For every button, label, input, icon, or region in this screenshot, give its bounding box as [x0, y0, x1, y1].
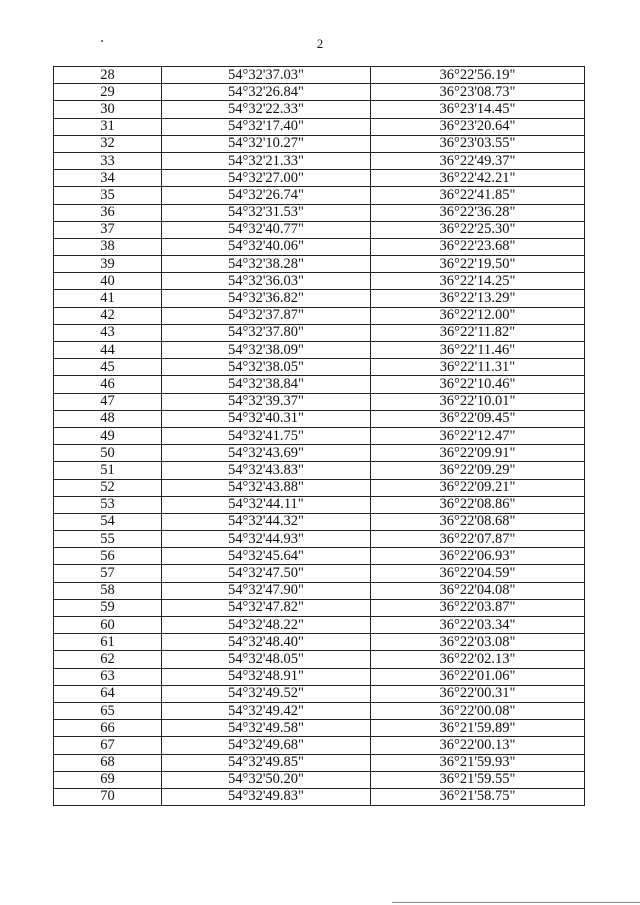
longitude-cell: 36°22'02.13": [371, 651, 585, 668]
latitude-cell: 54°32'49.52": [162, 685, 371, 702]
longitude-cell: 36°22'11.46": [371, 342, 585, 359]
table-row: [54, 788, 585, 805]
table-row: [54, 376, 585, 393]
point-number-cell: 54: [54, 513, 162, 530]
longitude-cell: 36°21'59.89": [371, 720, 585, 737]
table-row: [54, 565, 585, 582]
longitude-cell: 36°22'23.68": [371, 238, 585, 255]
longitude-cell: 36°22'03.34": [371, 617, 585, 634]
table-row: [54, 324, 585, 341]
longitude-cell: 36°22'10.01": [371, 393, 585, 410]
table-row: [54, 445, 585, 462]
point-number-cell: 48: [54, 410, 162, 427]
longitude-cell: 36°22'00.13": [371, 737, 585, 754]
table-row: [54, 599, 585, 616]
latitude-cell: 54°32'41.75": [162, 427, 371, 444]
table-row: [54, 101, 585, 118]
table-row: [54, 462, 585, 479]
point-number-cell: 65: [54, 702, 162, 719]
longitude-cell: 36°22'36.28": [371, 204, 585, 221]
longitude-cell: 36°22'25.30": [371, 221, 585, 238]
longitude-cell: 36°22'11.82": [371, 324, 585, 341]
point-number-cell: 43: [54, 324, 162, 341]
longitude-cell: 36°22'04.59": [371, 565, 585, 582]
latitude-cell: 54°32'21.33": [162, 152, 371, 169]
longitude-cell: 36°22'09.91": [371, 445, 585, 462]
latitude-cell: 54°32'31.53": [162, 204, 371, 221]
coordinates-table-body: [54, 67, 585, 806]
latitude-cell: 54°32'26.74": [162, 187, 371, 204]
latitude-cell: 54°32'17.40": [162, 118, 371, 135]
longitude-cell: 36°22'09.29": [371, 462, 585, 479]
point-number-cell: 66: [54, 720, 162, 737]
latitude-cell: 54°32'36.03": [162, 273, 371, 290]
point-number-cell: 59: [54, 599, 162, 616]
longitude-cell: 36°22'03.08": [371, 634, 585, 651]
point-number-cell: 57: [54, 565, 162, 582]
point-number-cell: 60: [54, 617, 162, 634]
table-row: [54, 187, 585, 204]
table-row: [54, 531, 585, 548]
table-row: [54, 67, 585, 84]
longitude-cell: 36°22'04.08": [371, 582, 585, 599]
table-row: [54, 548, 585, 565]
longitude-cell: 36°22'07.87": [371, 531, 585, 548]
latitude-cell: 54°32'43.88": [162, 479, 371, 496]
point-number-cell: 69: [54, 771, 162, 788]
latitude-cell: 54°32'36.82": [162, 290, 371, 307]
latitude-cell: 54°32'10.27": [162, 135, 371, 152]
longitude-cell: 36°22'10.46": [371, 376, 585, 393]
table-row: [54, 152, 585, 169]
point-number-cell: 41: [54, 290, 162, 307]
table-row: [54, 393, 585, 410]
table-row: [54, 617, 585, 634]
point-number-cell: 53: [54, 496, 162, 513]
latitude-cell: 54°32'37.87": [162, 307, 371, 324]
longitude-cell: 36°23'14.45": [371, 101, 585, 118]
table-row: [54, 737, 585, 754]
latitude-cell: 54°32'48.05": [162, 651, 371, 668]
latitude-cell: 54°32'43.69": [162, 445, 371, 462]
table-row: [54, 754, 585, 771]
table-row: [54, 685, 585, 702]
latitude-cell: 54°32'26.84": [162, 84, 371, 101]
latitude-cell: 54°32'44.93": [162, 531, 371, 548]
longitude-cell: 36°22'11.31": [371, 359, 585, 376]
point-number-cell: 29: [54, 84, 162, 101]
latitude-cell: 54°32'40.06": [162, 238, 371, 255]
longitude-cell: 36°22'06.93": [371, 548, 585, 565]
latitude-cell: 54°32'37.80": [162, 324, 371, 341]
point-number-cell: 47: [54, 393, 162, 410]
latitude-cell: 54°32'39.37": [162, 393, 371, 410]
point-number-cell: 51: [54, 462, 162, 479]
point-number-cell: 28: [54, 67, 162, 84]
table-row: [54, 238, 585, 255]
longitude-cell: 36°23'08.73": [371, 84, 585, 101]
point-number-cell: 40: [54, 273, 162, 290]
point-number-cell: 70: [54, 788, 162, 805]
latitude-cell: 54°32'47.82": [162, 599, 371, 616]
table-row: [54, 720, 585, 737]
table-row: [54, 307, 585, 324]
latitude-cell: 54°32'47.50": [162, 565, 371, 582]
longitude-cell: 36°22'14.25": [371, 273, 585, 290]
point-number-cell: 50: [54, 445, 162, 462]
longitude-cell: 36°22'09.45": [371, 410, 585, 427]
latitude-cell: 54°32'50.20": [162, 771, 371, 788]
table-row: [54, 359, 585, 376]
table-row: [54, 634, 585, 651]
page-number: 2: [316, 36, 324, 51]
point-number-cell: 58: [54, 582, 162, 599]
longitude-cell: 36°22'19.50": [371, 256, 585, 273]
latitude-cell: 54°32'48.22": [162, 617, 371, 634]
longitude-cell: 36°22'13.29": [371, 290, 585, 307]
table-row: [54, 342, 585, 359]
latitude-cell: 54°32'43.83": [162, 462, 371, 479]
longitude-cell: 36°22'08.68": [371, 513, 585, 530]
longitude-cell: 36°21'58.75": [371, 788, 585, 805]
table-row: [54, 273, 585, 290]
latitude-cell: 54°32'38.09": [162, 342, 371, 359]
point-number-cell: 55: [54, 531, 162, 548]
latitude-cell: 54°32'37.03": [162, 67, 371, 84]
point-number-cell: 30: [54, 101, 162, 118]
latitude-cell: 54°32'49.42": [162, 702, 371, 719]
longitude-cell: 36°22'00.08": [371, 702, 585, 719]
latitude-cell: 54°32'22.33": [162, 101, 371, 118]
latitude-cell: 54°32'47.90": [162, 582, 371, 599]
point-number-cell: 44: [54, 342, 162, 359]
point-number-cell: 36: [54, 204, 162, 221]
longitude-cell: 36°22'09.21": [371, 479, 585, 496]
table-row: [54, 290, 585, 307]
table-row: [54, 221, 585, 238]
latitude-cell: 54°32'38.28": [162, 256, 371, 273]
table-row: [54, 496, 585, 513]
point-number-cell: 63: [54, 668, 162, 685]
longitude-cell: 36°21'59.55": [371, 771, 585, 788]
point-number-cell: 33: [54, 152, 162, 169]
table-row: [54, 84, 585, 101]
bottom-scan-line: [392, 902, 640, 903]
table-row: [54, 170, 585, 187]
latitude-cell: 54°32'48.40": [162, 634, 371, 651]
longitude-cell: 36°22'42.21": [371, 170, 585, 187]
point-number-cell: 31: [54, 118, 162, 135]
longitude-cell: 36°22'12.00": [371, 307, 585, 324]
longitude-cell: 36°22'12.47": [371, 427, 585, 444]
point-number-cell: 32: [54, 135, 162, 152]
point-number-cell: 34: [54, 170, 162, 187]
latitude-cell: 54°32'44.11": [162, 496, 371, 513]
table-row: [54, 135, 585, 152]
point-number-cell: 38: [54, 238, 162, 255]
latitude-cell: 54°32'49.83": [162, 788, 371, 805]
longitude-cell: 36°23'03.55": [371, 135, 585, 152]
table-row: [54, 702, 585, 719]
point-number-cell: 35: [54, 187, 162, 204]
point-number-cell: 56: [54, 548, 162, 565]
latitude-cell: 54°32'44.32": [162, 513, 371, 530]
longitude-cell: 36°22'56.19": [371, 67, 585, 84]
table-row: [54, 479, 585, 496]
longitude-cell: 36°22'49.37": [371, 152, 585, 169]
longitude-cell: 36°21'59.93": [371, 754, 585, 771]
point-number-cell: 49: [54, 427, 162, 444]
table-row: [54, 513, 585, 530]
longitude-cell: 36°22'01.06": [371, 668, 585, 685]
table-row: [54, 582, 585, 599]
table-row: [54, 118, 585, 135]
point-number-cell: 52: [54, 479, 162, 496]
table-row: [54, 427, 585, 444]
latitude-cell: 54°32'49.68": [162, 737, 371, 754]
coordinates-table: [53, 66, 585, 806]
latitude-cell: 54°32'40.77": [162, 221, 371, 238]
latitude-cell: 54°32'49.85": [162, 754, 371, 771]
longitude-cell: 36°22'03.87": [371, 599, 585, 616]
point-number-cell: 46: [54, 376, 162, 393]
point-number-cell: 67: [54, 737, 162, 754]
point-number-cell: 68: [54, 754, 162, 771]
point-number-cell: 62: [54, 651, 162, 668]
latitude-cell: 54°32'49.58": [162, 720, 371, 737]
latitude-cell: 54°32'45.64": [162, 548, 371, 565]
longitude-cell: 36°22'00.31": [371, 685, 585, 702]
point-number-cell: 39: [54, 256, 162, 273]
point-number-cell: 61: [54, 634, 162, 651]
table-row: [54, 771, 585, 788]
point-number-cell: 45: [54, 359, 162, 376]
longitude-cell: 36°22'41.85": [371, 187, 585, 204]
table-row: [54, 410, 585, 427]
longitude-cell: 36°23'20.64": [371, 118, 585, 135]
latitude-cell: 54°32'38.05": [162, 359, 371, 376]
table-row: [54, 256, 585, 273]
latitude-cell: 54°32'48.91": [162, 668, 371, 685]
latitude-cell: 54°32'27.00": [162, 170, 371, 187]
table-row: [54, 651, 585, 668]
longitude-cell: 36°22'08.86": [371, 496, 585, 513]
latitude-cell: 54°32'40.31": [162, 410, 371, 427]
latitude-cell: 54°32'38.84": [162, 376, 371, 393]
point-number-cell: 64: [54, 685, 162, 702]
table-row: [54, 204, 585, 221]
scan-speck: [101, 40, 103, 42]
table-row: [54, 668, 585, 685]
point-number-cell: 42: [54, 307, 162, 324]
point-number-cell: 37: [54, 221, 162, 238]
